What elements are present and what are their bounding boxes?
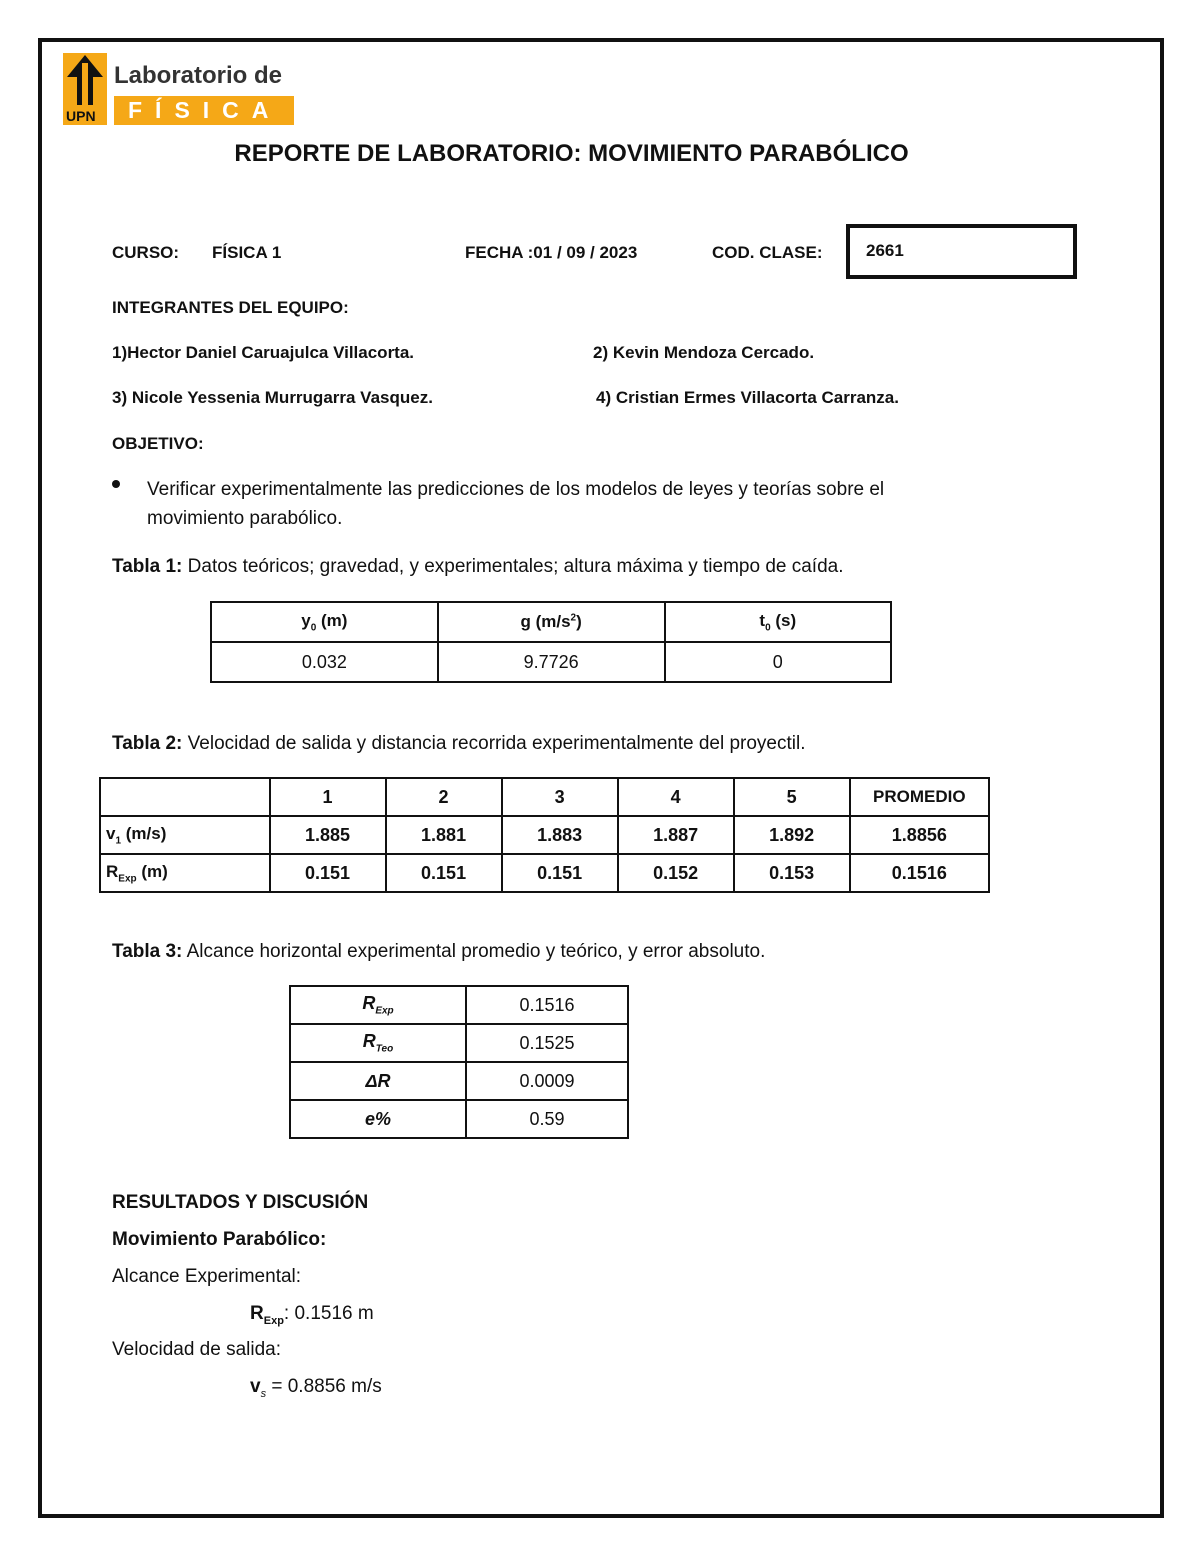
table2	[99, 777, 990, 893]
logo-upn-text: UPN	[66, 108, 96, 124]
table1-value-row	[211, 642, 891, 682]
logo-laboratorio-text: Laboratorio de	[114, 62, 283, 89]
cod-clase-label: COD. CLASE:	[712, 243, 823, 262]
alcance-value-line: $R_{Exp}$: 0.1516 m	[250, 1303, 374, 1327]
objective-line-1: Verificar experimentalmente las predicciones de los modelos de leyes y teorías sobre el	[147, 479, 885, 500]
table3-row-rteo	[290, 1024, 628, 1062]
table2-caption-text: Velocidad de salida y distancia recorrida experimentalmente del proyectil.	[182, 733, 806, 754]
table2-col-5: 5	[734, 778, 850, 816]
table2-cell-promedio: 1.8856	[850, 816, 989, 854]
table2-col-4: 4	[618, 778, 734, 816]
table2-caption	[112, 733, 806, 755]
table2-cell: 1.881	[386, 816, 502, 854]
table3	[289, 985, 629, 1139]
table2-cell: 0.152	[618, 854, 734, 892]
results-subheading: Movimiento Parabólico:	[112, 1229, 327, 1250]
table2-cell-promedio: 0.1516	[850, 854, 989, 892]
table3-caption-text: Alcance horizontal experimental promedio y teórico, y error absoluto.	[182, 941, 766, 962]
table3-value-error: 0.59	[466, 1100, 628, 1138]
table2-col-1: 1	[270, 778, 386, 816]
table2-cell: 1.887	[618, 816, 734, 854]
table3-value-delta-r: 0.0009	[466, 1062, 628, 1100]
table1-header-row	[211, 602, 891, 642]
table1	[210, 601, 892, 683]
table2-cell: 0.151	[502, 854, 618, 892]
results-heading: RESULTADOS Y DISCUSIÓN	[112, 1192, 369, 1213]
table2-row-v1	[100, 816, 989, 854]
table1-value-t0: 0	[665, 642, 891, 682]
table1-value-y0: 0.032	[211, 642, 438, 682]
table2-cell: 0.151	[386, 854, 502, 892]
team-label: INTEGRANTES DEL EQUIPO:	[112, 298, 349, 317]
table2-header-row	[100, 778, 989, 816]
team-member-1: 1)Hector Daniel Caruajulca Villacorta.	[112, 343, 415, 362]
table3-row-error	[290, 1100, 628, 1138]
table1-value-g: 9.7726	[438, 642, 665, 682]
table3-caption	[112, 941, 765, 963]
table3-value-rteo: 0.1525	[466, 1024, 628, 1062]
table2-cell: 0.153	[734, 854, 850, 892]
fecha-text: FECHA :01 / 09 / 2023	[465, 243, 638, 262]
table3-value-rexp: 0.1516	[466, 986, 628, 1024]
team-member-4: 4) Cristian Ermes Villacorta Carranza.	[596, 388, 899, 407]
curso-label: CURSO:	[112, 243, 180, 262]
table2-caption-label: Tabla 2:	[112, 733, 183, 754]
objective-label: OBJETIVO:	[112, 434, 204, 453]
table2-row-rexp	[100, 854, 989, 892]
table3-row-rexp	[290, 986, 628, 1024]
curso-value: FÍSICA 1	[212, 243, 282, 262]
page-title: REPORTE DE LABORATORIO: MOVIMIENTO PARABÓLICO	[234, 140, 909, 167]
cod-clase-value: 2661	[866, 241, 904, 260]
table1-header-t0: $t_0$ (s)	[665, 602, 891, 642]
table2-row-rexp-label: $R_{Exp}$ (m)	[100, 854, 270, 892]
table3-caption-label: Tabla 3:	[112, 941, 183, 962]
table2-col-2: 2	[386, 778, 502, 816]
table2-row-v1-label: $v_1$ (m/s)	[100, 816, 270, 854]
table2-cell: 0.151	[270, 854, 386, 892]
table3-key-delta-r: ΔR	[290, 1062, 466, 1100]
alcance-label: Alcance Experimental:	[112, 1266, 302, 1287]
velocidad-value-line: $v_s = 0.8856$ m/s	[250, 1376, 382, 1400]
table2-cell: 1.892	[734, 816, 850, 854]
table1-caption-label: Tabla 1:	[112, 556, 183, 577]
table1-header-g: g $(m/s^2)$	[438, 602, 665, 642]
table2-cell: 1.885	[270, 816, 386, 854]
table2-corner-cell	[100, 778, 270, 816]
table1-header-y0: $y_0$ (m)	[211, 602, 438, 642]
table1-caption-text: Datos teóricos; gravedad, y experimentales; altura máxima y tiempo de caída.	[182, 556, 844, 577]
table3-key-rexp: $R_{Exp}$	[290, 986, 466, 1024]
bullet-icon	[112, 480, 120, 488]
team-member-3: 3) Nicole Yessenia Murrugarra Vasquez.	[112, 388, 433, 407]
team-member-2: 2) Kevin Mendoza Cercado.	[593, 343, 815, 362]
objective-line-2: movimiento parabólico.	[147, 508, 343, 529]
table2-col-3: 3	[502, 778, 618, 816]
table3-row-delta-r	[290, 1062, 628, 1100]
cod-clase-box	[846, 224, 1077, 279]
table2-col-promedio: PROMEDIO	[850, 778, 989, 816]
table2-cell: 1.883	[502, 816, 618, 854]
table3-key-error: e%	[290, 1100, 466, 1138]
table1-caption	[112, 556, 844, 578]
logo-fisica-text: FÍSICA	[114, 96, 294, 125]
table3-key-rteo: $R_{Teo}$	[290, 1024, 466, 1062]
velocidad-label: Velocidad de salida:	[112, 1339, 282, 1360]
